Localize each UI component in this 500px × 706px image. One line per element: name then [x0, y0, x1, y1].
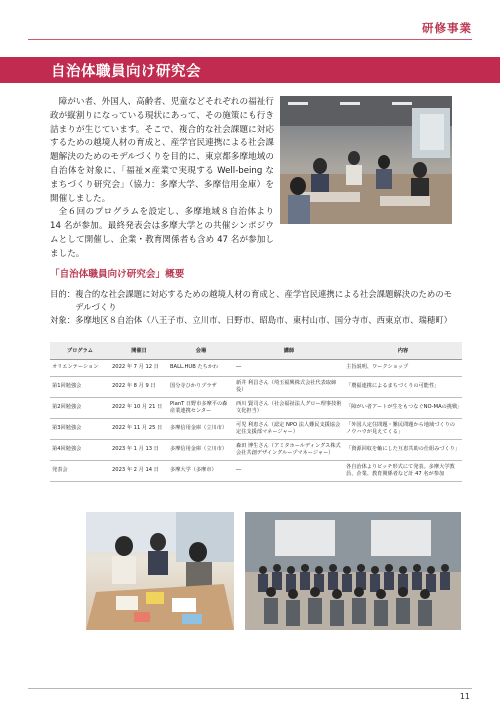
page-number: 11	[459, 692, 470, 701]
cell-venue: 国分寺ひかりプラザ	[168, 376, 234, 397]
cell-lecturer: 森田 博生さん（アミタホールディングス株式会社共創デザイングループマネージャー）	[234, 439, 344, 460]
cell-content: 「農福連携によるまちづくりの可能性」	[344, 376, 462, 397]
group-photo	[245, 512, 461, 630]
table-row	[50, 439, 462, 460]
table-row	[50, 376, 462, 397]
cell-date: 2022 年 10 月 21 日	[110, 397, 168, 418]
purpose-label: 目的：	[50, 289, 76, 299]
cell-lecturer: 西川 賢司さん（社会福祉法人グロー理事技術文化担当）	[234, 397, 344, 418]
cell-program: オリエンテーション	[50, 359, 110, 376]
table-row	[50, 418, 462, 439]
cell-lecturer: 可児 利恵さん（認定 NPO 法人難民支援協会定住支援部マネージャー）	[234, 418, 344, 439]
intro-paragraph-1: 障がい者、外国人、高齢者、児童などそれぞれの福祉行政が縦割りになっている現状にあって、その施策にも行き詰まりが生じています。そこで、複合的な社会課題に対応するための越境人材の育成と、産学官民連携による社会課題解決のためのモデルづくりを目的に、東京都多摩地域の自治体を対象に、「福祉×産業で実現する Well-being なまちづくり研究会」（協力：多摩大学、多摩信用金庫）を開催しました。	[50, 97, 274, 204]
intro-text	[50, 96, 274, 262]
col-header-date: 開催日	[110, 342, 168, 359]
cell-program: 第3回勉強会	[50, 418, 110, 439]
cell-lecturer: ―	[234, 460, 344, 481]
cell-venue: 多摩大学（多摩市）	[168, 460, 234, 481]
cell-venue: BALL.HUB たちかわ	[168, 359, 234, 376]
target-label: 対象：	[50, 315, 76, 325]
seminar-room-photo	[280, 96, 452, 224]
purpose-text: 複合的な社会課題に対応するための越境人材の育成と、産学官民連携による社会課題解決のためのモデルづくり	[75, 289, 452, 312]
cell-program: 第2回勉強会	[50, 397, 110, 418]
page-title: 自治体職員向け研究会	[51, 64, 201, 80]
cell-lecturer: 新井 利昌さん（埼玉福興株式会社代表取締役）	[234, 376, 344, 397]
cell-content: 「外国人定住問題・難民問題から地域づくりのノウハウが見えてくる」	[344, 418, 462, 439]
col-header-lecturer: 講師	[234, 342, 344, 359]
cell-program: 第1回勉強会	[50, 376, 110, 397]
overview-block	[50, 288, 460, 327]
cell-venue: 多摩信用金庫（立川市）	[168, 418, 234, 439]
col-header-venue: 会場	[168, 342, 234, 359]
cell-program: 発表会	[50, 460, 110, 481]
cell-content: 各自治体よりピッチ形式にて発表。多摩大学教員、企業、教育関係者など計 47 名が参加	[344, 460, 462, 481]
header-rule	[28, 39, 472, 40]
table-header-row	[50, 342, 462, 359]
schedule-table	[50, 342, 462, 482]
title-band	[0, 57, 500, 83]
cell-date: 2022 年 7 月 12 日	[110, 359, 168, 376]
cell-content: 「資源回収を軸にした互恵共助の仕組みづくり」	[344, 439, 462, 460]
cell-venue: 多摩信用金庫（立川市）	[168, 439, 234, 460]
table-row	[50, 359, 462, 376]
target-text: 多摩地区８自治体（八王子市、立川市、日野市、昭島市、東村山市、国分寺市、西東京市、瑞穂町）	[75, 315, 452, 325]
overview-heading: 「自治体職員向け研究会」概要	[50, 269, 185, 280]
table-row	[50, 460, 462, 481]
intro-paragraph-2: 全６回のプログラムを設定し、多摩地域８自治体より 14 名が参加。最終発表会は多摩大学との共催シンポジウムとして開催し、企業・教育関係者も含め 47 名が参加しました。	[50, 207, 274, 259]
cell-date: 2022 年 11 月 25 日	[110, 418, 168, 439]
cell-date: 2023 年 2 月 14 日	[110, 460, 168, 481]
table-row	[50, 397, 462, 418]
col-header-program: プログラム	[50, 342, 110, 359]
cell-date: 2023 年 1 月 13 日	[110, 439, 168, 460]
section-label: 研修事業	[422, 21, 472, 35]
cell-lecturer: ―	[234, 359, 344, 376]
cell-content: 主旨説明、ワークショップ	[344, 359, 462, 376]
footer-rule	[28, 688, 472, 689]
cell-program: 第4回勉強会	[50, 439, 110, 460]
cell-content: 「障がい者アートが生をもつなぐNO-MAの挑戦」	[344, 397, 462, 418]
cell-date: 2022 年 8 月 9 日	[110, 376, 168, 397]
col-header-content: 内容	[344, 342, 462, 359]
cell-venue: PlanT 日野市多摩平の森産業連携センター	[168, 397, 234, 418]
workshop-table-photo	[86, 512, 234, 630]
